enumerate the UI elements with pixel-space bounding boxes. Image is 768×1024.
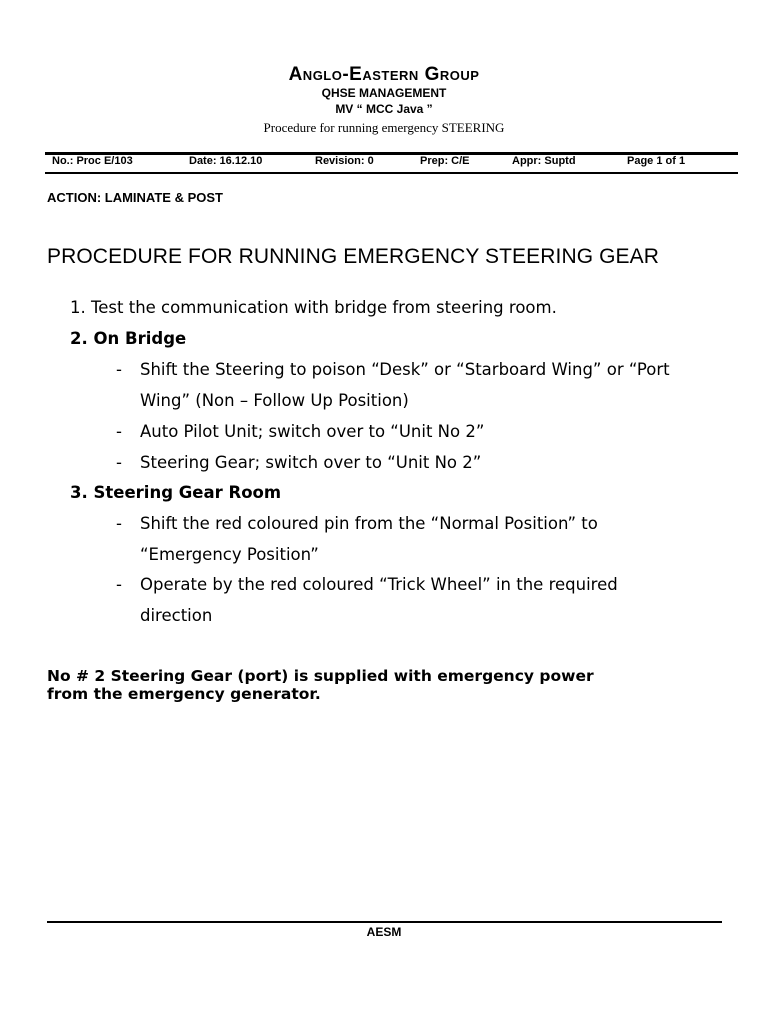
list-item-line: Wing” (Non – Follow Up Position) [140, 391, 409, 410]
note-line: No # 2 Steering Gear (port) is supplied with emergency power [47, 667, 594, 685]
meta-revision: Revision: 0 [315, 155, 374, 167]
list-item-line: Shift the Steering to poison “Desk” or “Starboard Wing” or “Port [140, 360, 670, 379]
meta-approved: Appr: Suptd [512, 155, 576, 167]
step-text: Test the communication with bridge from steering room. [91, 298, 557, 317]
meta-prepared: Prep: C/E [420, 155, 470, 167]
list-item-line: Operate by the red coloured “Trick Wheel” in the required [140, 575, 618, 594]
step-3-heading [70, 483, 281, 502]
step-number: 1. [70, 298, 86, 317]
bullet-dash: - [116, 360, 122, 379]
vessel-name: MV “ MCC Java ” [335, 102, 433, 116]
list-item-line: “Emergency Position” [140, 545, 319, 564]
action-instruction: ACTION: LAMINATE & POST [47, 190, 223, 205]
step-1 [70, 298, 557, 317]
procedure-title: PROCEDURE FOR RUNNING EMERGENCY STEERING GEAR [47, 245, 660, 268]
step-number: 2. [70, 329, 88, 348]
header-rule-bottom [45, 172, 738, 174]
bullet-dash: - [116, 422, 122, 441]
list-item-line: Auto Pilot Unit; switch over to “Unit No 2” [140, 422, 485, 441]
meta-page: Page 1 of 1 [627, 155, 686, 167]
footer-rule [47, 921, 722, 923]
list-item-line: Steering Gear; switch over to “Unit No 2” [140, 453, 482, 472]
document-subtitle: Procedure for running emergency STEERING [263, 120, 505, 135]
list-item-line: direction [140, 606, 213, 625]
step-number: 3. [70, 483, 88, 502]
step-2-heading [70, 329, 186, 348]
note-line: from the emergency generator. [47, 685, 321, 703]
footer-text: AESM [366, 925, 402, 939]
power-supply-note [47, 667, 747, 703]
company-name: Anglo-Eastern Group [288, 64, 480, 85]
bullet-dash: - [116, 514, 122, 533]
meta-number: No.: Proc E/103 [52, 155, 133, 167]
list-item-line: Shift the red coloured pin from the “Normal Position” to [140, 514, 598, 533]
department: QHSE MANAGEMENT [321, 86, 447, 100]
bullet-dash: - [116, 453, 122, 472]
bullet-dash: - [116, 575, 122, 594]
step-text: On Bridge [93, 329, 187, 348]
step-text: Steering Gear Room [93, 483, 282, 502]
meta-date: Date: 16.12.10 [189, 155, 263, 167]
